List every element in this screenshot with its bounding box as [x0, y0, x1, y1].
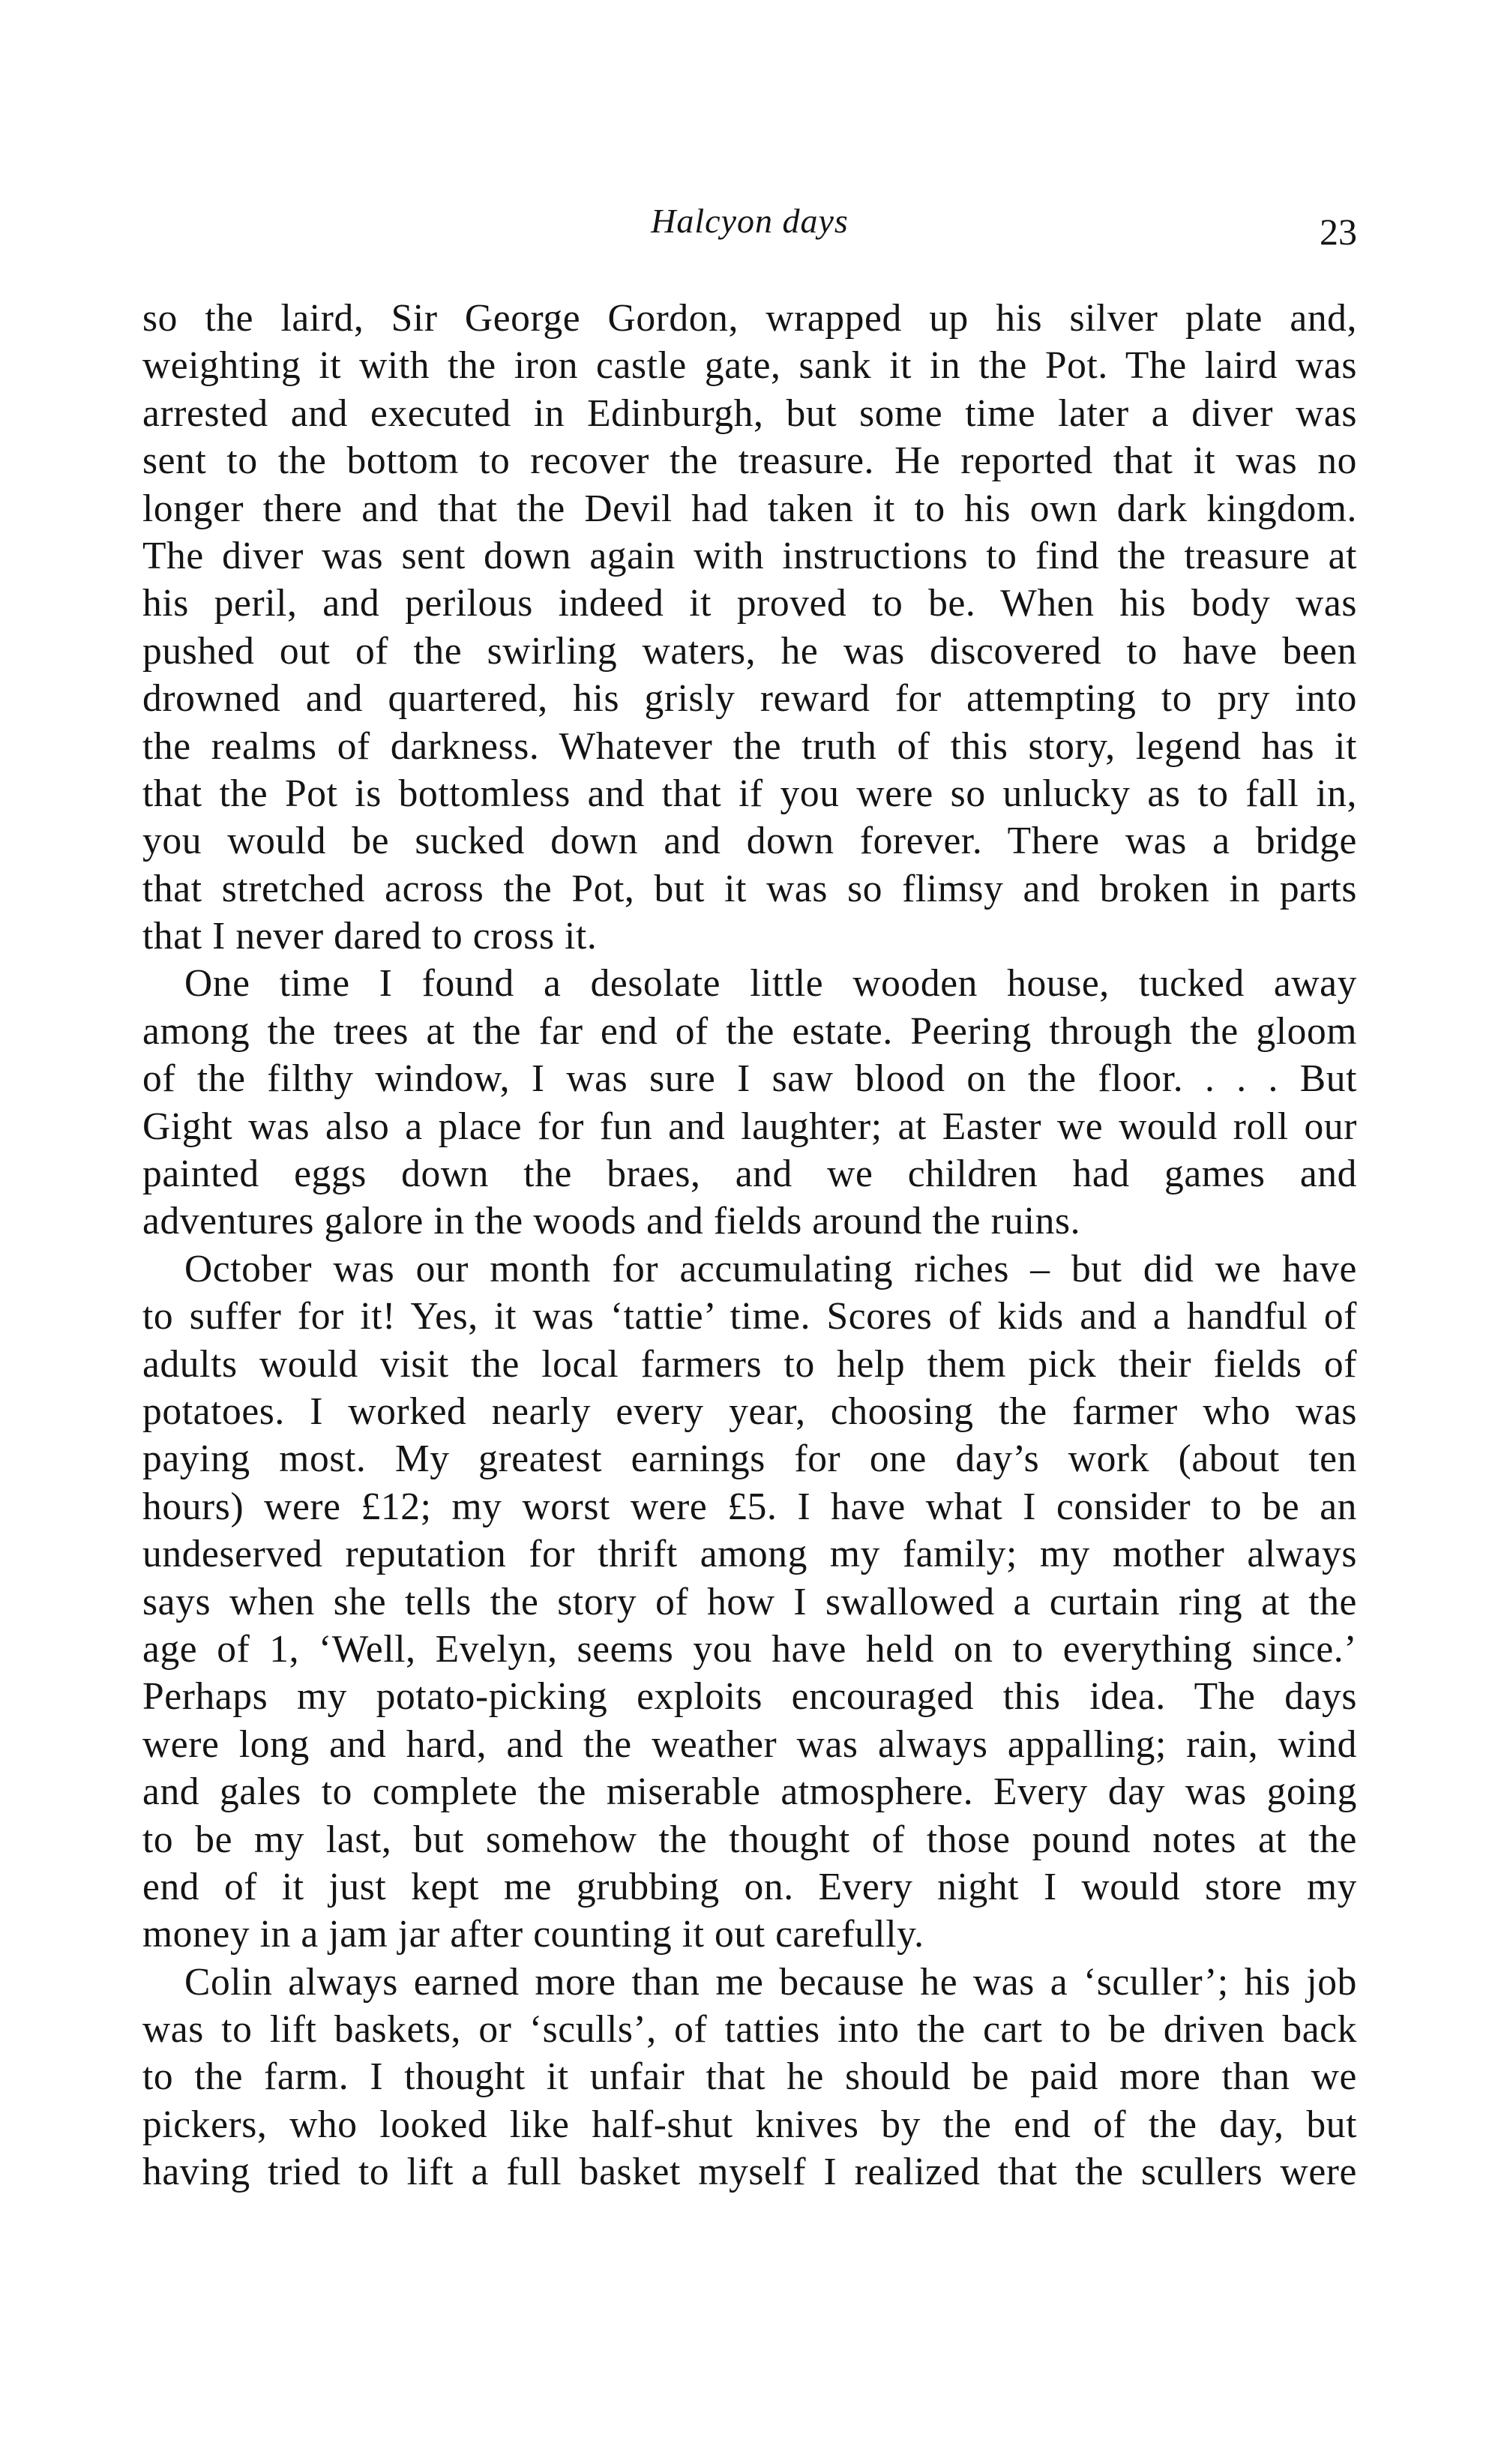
- text-line: that I never dared to cross it.: [142, 915, 598, 958]
- text-line: Gight was also a place for fun and laughter; at Easter we would roll our: [142, 1105, 1357, 1148]
- text-line: adventures galore in the woods and fields around the ruins.: [142, 1200, 1081, 1243]
- text-line: money in a jam jar after counting it out carefully.: [142, 1913, 924, 1956]
- text-line: end of it just kept me grubbing on. Every night I would store my: [142, 1865, 1357, 1908]
- text-line: says when she tells the story of how I swallowed a curtain ring at the: [142, 1580, 1357, 1623]
- text-line: were long and hard, and the weather was always appalling; rain, wind: [142, 1722, 1357, 1766]
- text-line: drowned and quartered, his grisly reward for attempting to pry into: [142, 677, 1357, 721]
- paragraph-first-line: Colin always earned more than me because he was a ‘sculler’; his job: [184, 1960, 1357, 2004]
- text-line: you would be sucked down and down forever. There was a bridge: [142, 820, 1357, 863]
- text-line: sent to the bottom to recover the treasure. He reported that it was no: [142, 439, 1357, 483]
- text-line: age of 1, ‘Well, Evelyn, seems you have held on to everything since.’: [142, 1627, 1357, 1671]
- body-text: [142, 295, 1357, 2196]
- text-line: weighting it with the iron castle gate, sank it in the Pot. The laird was: [142, 344, 1357, 388]
- page-header: [142, 201, 1357, 261]
- text-line: his peril, and perilous indeed it proved to be. When his body was: [142, 582, 1357, 625]
- text-line: was to lift baskets, or ‘sculls’, of tatties into the cart to be driven back: [142, 2008, 1357, 2052]
- paragraph-first-line: One time I found a desolate little wooden house, tucked away: [184, 962, 1357, 1006]
- text-line: pickers, who looked like half-shut knives by the end of the day, but: [142, 2103, 1357, 2146]
- text-line: hours) were £12; my worst were £5. I have what I consider to be an: [142, 1485, 1357, 1528]
- text-line: of the filthy window, I was sure I saw blood on the floor. . . . But: [142, 1057, 1357, 1101]
- text-line: and gales to complete the miserable atmosphere. Every day was going: [142, 1770, 1357, 1814]
- text-line: to be my last, but somehow the thought of those pound notes at the: [142, 1818, 1357, 1861]
- running-title: Halcyon days: [651, 202, 849, 240]
- text-line: painted eggs down the braes, and we children had games and: [142, 1153, 1357, 1196]
- text-line: that stretched across the Pot, but it was so flimsy and broken in parts: [142, 867, 1357, 910]
- text-line: the realms of darkness. Whatever the truth of this story, legend has it: [142, 724, 1357, 768]
- paragraph-first-line: October was our month for accumulating riches – but did we have: [184, 1247, 1357, 1290]
- page-number: 23: [1320, 211, 1357, 253]
- text-line: arrested and executed in Edinburgh, but some time later a diver was: [142, 391, 1357, 435]
- text-line: adults would visit the local farmers to help them pick their fields of: [142, 1342, 1357, 1386]
- text-line: undeserved reputation for thrift among my family; my mother always: [142, 1533, 1357, 1576]
- text-line: paying most. My greatest earnings for one day’s work (about ten: [142, 1437, 1357, 1481]
- text-line: longer there and that the Devil had taken it to his own dark kingdom.: [142, 487, 1357, 530]
- text-line: potatoes. I worked nearly every year, choosing the farmer who was: [142, 1389, 1357, 1433]
- text-line: pushed out of the swirling waters, he was discovered to have been: [142, 629, 1357, 673]
- text-line: so the laird, Sir George Gordon, wrapped up his silver plate and,: [142, 297, 1357, 340]
- text-line: among the trees at the far end of the estate. Peering through the gloom: [142, 1009, 1357, 1053]
- text-line: Perhaps my potato-picking exploits encouraged this idea. The days: [142, 1675, 1357, 1719]
- text-line: The diver was sent down again with instructions to find the treasure at: [142, 534, 1357, 577]
- text-line: having tried to lift a full basket myself I realized that the scullers were: [142, 2151, 1357, 2194]
- text-line: to the farm. I thought it unfair that he should be paid more than we: [142, 2055, 1357, 2099]
- text-line: that the Pot is bottomless and that if you were so unlucky as to fall in,: [142, 772, 1357, 815]
- text-line: to suffer for it! Yes, it was ‘tattie’ time. Scores of kids and a handful of: [142, 1295, 1357, 1338]
